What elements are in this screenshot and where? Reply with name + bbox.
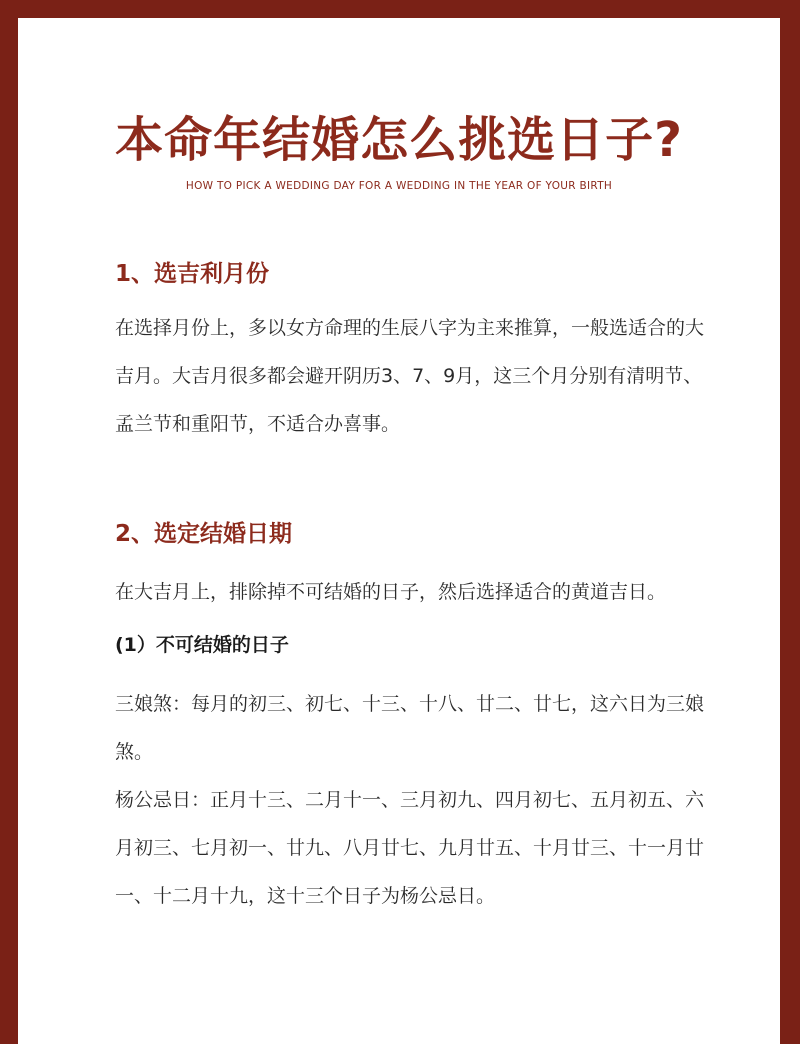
- page-subtitle: HOW TO PICK A WEDDING DAY FOR A WEDDING IN THE YEAR OF YOUR BIRTH: [185, 180, 613, 192]
- section-1-heading: 1、选吉利月份: [115, 261, 270, 287]
- section-1-paragraph: 在选择月份上，多以女方命理的生辰八字为主来推算，一般选适合的大吉月。大吉月很多都会避开阴历3、7、9月，这三个月分别有清明节、孟兰节和重阳节，不适合办喜事。: [115, 317, 705, 435]
- section-2-heading: 2、选定结婚日期: [115, 521, 293, 547]
- page-title: 本命年结婚怎么挑选日子?: [115, 112, 683, 168]
- sanniang-sha-paragraph: 三娘煞：每月的初三、初七、十三、十八、廿二、廿七，这六日为三娘煞。: [115, 693, 705, 763]
- yanggong-ji-paragraph: 杨公忌日：正月十三、二月十一、三月初九、四月初七、五月初五、六月初三、七月初一、廿九、八月廿七、九月廿五、十月廿三、十一月廿一、十二月十九，这十三个日子为杨公忌日。: [115, 789, 705, 907]
- section-2-intro: 在大吉月上，排除掉不可结婚的日子，然后选择适合的黄道吉日。: [115, 581, 667, 603]
- page-card: [18, 18, 780, 1044]
- section-2-subheading: (1）不可结婚的日子: [115, 634, 289, 656]
